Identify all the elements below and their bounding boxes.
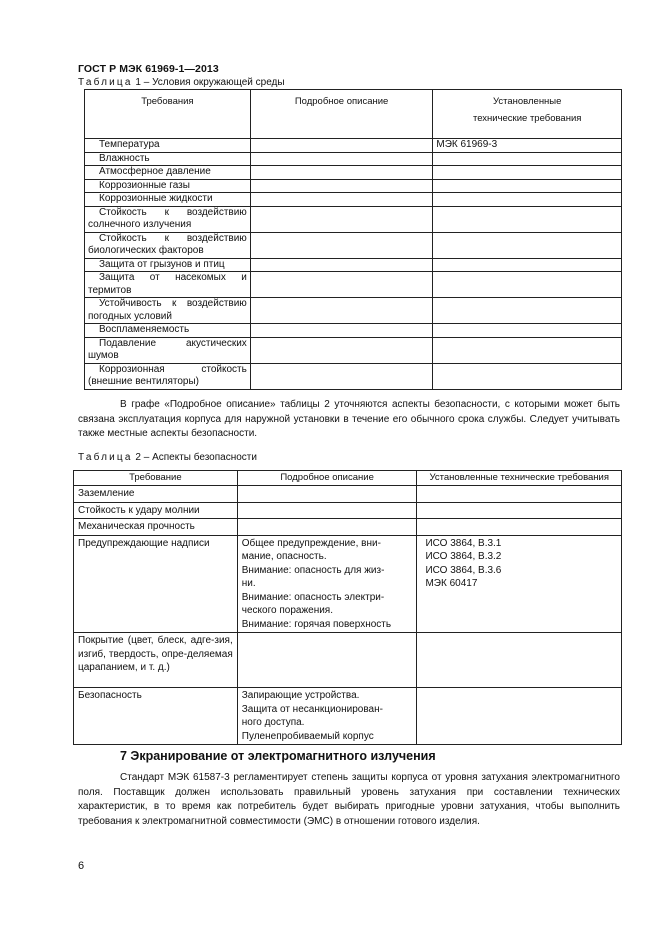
table1-req-cell: Коррозионная стойкость (внешние вентиляторы)	[85, 363, 251, 389]
table1-col-description: Подробное описание	[250, 90, 433, 139]
table1-req-cell: Устойчивость к воздействию погодных условий	[85, 298, 251, 324]
table2-caption	[78, 452, 257, 463]
desc-line: Внимание: опасность электри-	[241, 591, 385, 603]
table-row	[74, 519, 622, 536]
table-environment-conditions	[84, 89, 622, 390]
table1-spec-cell	[433, 258, 622, 272]
table2-desc-cell	[237, 633, 417, 688]
table1-desc-cell	[250, 179, 433, 193]
table1-req-cell: Защита от грызунов и птиц	[85, 258, 251, 272]
table2-desc-cell	[237, 486, 417, 503]
table1-spec-cell	[433, 298, 622, 324]
spec-line: МЭК 60417	[425, 578, 478, 589]
table2-header-row	[74, 471, 622, 486]
table2-caption-word: Таблица	[78, 452, 133, 463]
table1-spec-cell	[433, 152, 622, 166]
table2-req-cell: Безопасность	[74, 688, 238, 745]
table-row	[85, 166, 622, 180]
table1-desc-cell	[250, 166, 433, 180]
table2-spec-cell	[417, 502, 622, 519]
table1-spec-cell	[433, 272, 622, 298]
table1-desc-cell	[250, 139, 433, 153]
table1-req-cell: Стойкость к воздействию биологических факторов	[85, 232, 251, 258]
section-7-paragraph-text: Стандарт МЭК 61587-3 регламентирует степень защиты корпуса от уровня затухания электромагнитного поля. Поставщик должен использовать правильный уровень затухания при составлении технических характеристик, в то время как потребитель будет выбирать пригодные уровни затухания, чтобы выполнить требования к электромагнитной совместимости (ЭМС) в отношении готового изделия.	[78, 772, 620, 827]
desc-line: ного доступа.	[241, 717, 305, 728]
table2-desc-cell	[237, 502, 417, 519]
table1-req-cell: Подавление акустических шумов	[85, 337, 251, 363]
document-header: ГОСТ Р МЭК 61969-1—2013	[78, 63, 219, 75]
table1-caption-word: Таблица	[78, 77, 133, 88]
table1-col-specs-line2: технические требования	[472, 113, 582, 124]
table1-desc-cell	[250, 193, 433, 207]
table2-req-cell: Предупреждающие надписи	[74, 535, 238, 633]
table-safety-aspects	[73, 470, 622, 745]
table-row	[85, 298, 622, 324]
table1-desc-cell	[250, 337, 433, 363]
table1-req-cell: Защита от насекомых и термитов	[85, 272, 251, 298]
desc-line: Внимание: горячая поверхность	[241, 618, 392, 630]
table2-col-requirement: Требование	[74, 471, 238, 486]
table-row	[85, 193, 622, 207]
table1-desc-cell	[250, 152, 433, 166]
table2-req-cell: Механическая прочность	[74, 519, 238, 536]
table-row	[74, 688, 622, 745]
table1-spec-cell	[433, 232, 622, 258]
table1-header-row	[85, 90, 622, 139]
table1-req-cell: Коррозионные газы	[85, 179, 251, 193]
table2-desc-cell	[237, 535, 417, 633]
table1-spec-cell	[433, 166, 622, 180]
table2-req-cell: Заземление	[74, 486, 238, 503]
table2-caption-title: 2 – Аспекты безопасности	[132, 452, 257, 463]
table-row	[85, 337, 622, 363]
table1-req-cell: Воспламеняемость	[85, 324, 251, 338]
desc-line: ни.	[241, 578, 256, 589]
table-row	[85, 139, 622, 153]
table2-desc-cell	[237, 688, 417, 745]
table1-desc-cell	[250, 258, 433, 272]
paragraph-safety-aspects-text: В графе «Подробное описание» таблицы 2 уточняются аспекты безопасности, с которыми может быть связана эксплуатация корпуса для наружной установки в течение его обычного срока службы. Следует учитывать также местные аспекты безопасности.	[78, 399, 620, 439]
table-row	[85, 152, 622, 166]
desc-line: Пуленепробиваемый корпус	[241, 730, 374, 742]
table2-col-specs: Установленные технические требования	[417, 471, 622, 486]
table1-req-cell: Влажность	[85, 152, 251, 166]
desc-line: Общее предупреждение, вни-	[241, 537, 381, 549]
table1-spec-cell	[433, 337, 622, 363]
table-row	[85, 363, 622, 389]
table-row	[74, 502, 622, 519]
paragraph-safety-aspects	[78, 398, 620, 442]
table1-req-cell: Атмосферное давление	[85, 166, 251, 180]
table-row	[85, 179, 622, 193]
table1-spec-cell: МЭК 61969-3	[433, 139, 622, 153]
table1-caption-title: 1 – Условия окружающей среды	[132, 77, 285, 88]
table2-spec-cell	[417, 688, 622, 745]
spec-line: ИСО 3864, В.3.2	[425, 551, 502, 562]
table1-spec-cell	[433, 206, 622, 232]
table1-desc-cell	[250, 232, 433, 258]
table1-desc-cell	[250, 324, 433, 338]
table-row	[74, 486, 622, 503]
table-row	[85, 206, 622, 232]
desc-line: Защита от несанкционирован-	[241, 703, 383, 715]
table1-col-specs	[433, 90, 622, 139]
table1-desc-cell	[250, 206, 433, 232]
page-number: 6	[78, 860, 85, 872]
desc-line: мание, опасность.	[241, 551, 327, 562]
table2-spec-cell	[417, 519, 622, 536]
table-row	[85, 272, 622, 298]
table1-desc-cell	[250, 272, 433, 298]
table2-spec-cell	[417, 633, 622, 688]
desc-line: Запирающие устройства.	[241, 690, 360, 701]
section-7-paragraph	[78, 771, 620, 829]
table2-desc-cell	[237, 519, 417, 536]
desc-line: ческого поражения.	[241, 605, 333, 616]
table2-spec-cell	[417, 535, 622, 633]
table1-spec-cell	[433, 363, 622, 389]
table2-col-description: Подробное описание	[237, 471, 417, 486]
table1-spec-cell	[433, 193, 622, 207]
table1-col-specs-line1: Установленные	[492, 96, 562, 107]
table1-req-cell: Стойкость к воздействию солнечного излучения	[85, 206, 251, 232]
table1-col-requirements: Требования	[85, 90, 251, 139]
table1-caption	[78, 77, 285, 88]
table-row	[85, 232, 622, 258]
table-row	[74, 633, 622, 688]
table1-req-cell: Температура	[85, 139, 251, 153]
table-row	[85, 258, 622, 272]
table1-desc-cell	[250, 298, 433, 324]
desc-line: Внимание: опасность для жиз-	[241, 564, 385, 576]
table2-spec-cell	[417, 486, 622, 503]
table-row	[85, 324, 622, 338]
table2-req-cell: Покрытие (цвет, блеск, адге-зия, изгиб, твердость, опре-деляемая царапанием, и т. д.)	[74, 633, 238, 688]
table2-req-cell: Стойкость к удару молнии	[74, 502, 238, 519]
table1-desc-cell	[250, 363, 433, 389]
section-7-title: 7 Экранирование от электромагнитного излучения	[120, 749, 436, 763]
table1-req-cell: Коррозионные жидкости	[85, 193, 251, 207]
table1-spec-cell	[433, 324, 622, 338]
spec-line: ИСО 3864, В.3.1	[425, 537, 502, 549]
spec-line: ИСО 3864, В.3.6	[425, 564, 502, 576]
table1-spec-cell	[433, 179, 622, 193]
table-row	[74, 535, 622, 633]
